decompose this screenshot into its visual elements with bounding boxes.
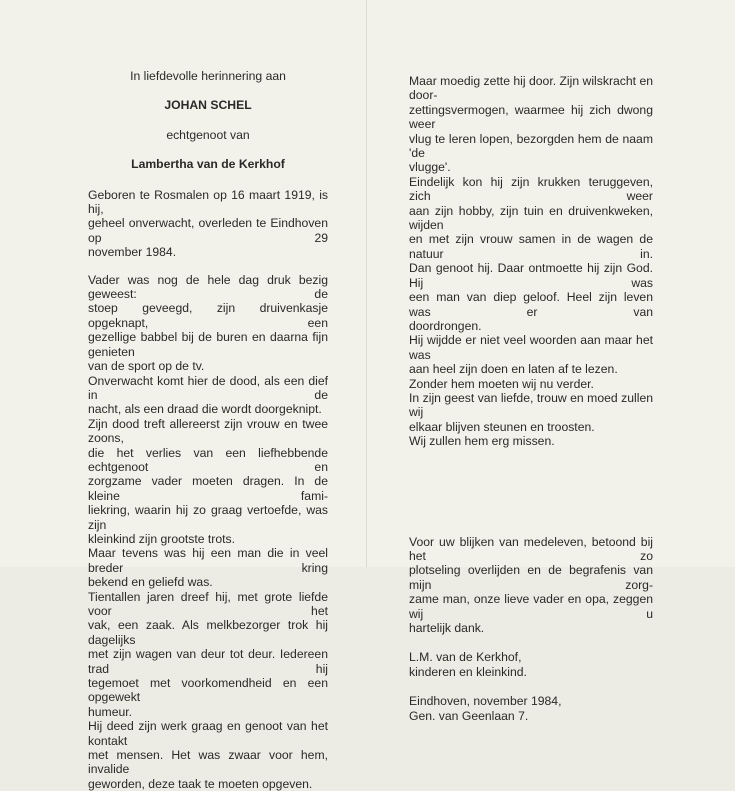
perseverance-paragraph	[409, 74, 653, 449]
address-line: Gen. van Geenlaan 7.	[409, 708, 529, 723]
text-line: met mensen. Het was zwaar voor hem, invalide	[88, 748, 328, 777]
text-line: Zijn dood treft allereerst zijn vrouw en twee zoons,	[88, 416, 328, 446]
text-line: Dan genoot hij. Daar ontmoette hij zijn God. Hij was	[409, 261, 653, 290]
text-line: geworden, deze taak te moeten opgeven.	[88, 776, 313, 791]
text-line: bekend en geliefd was.	[88, 575, 213, 590]
text-line: geheel onverwacht, overleden te Eindhoven op 29	[88, 216, 328, 245]
left-page	[88, 69, 328, 791]
deceased-name: JOHAN SCHEL	[164, 98, 252, 113]
text-line: plotseling overlijden en de begrafenis van mijn zorg-	[409, 563, 653, 592]
text-line: zorgzame vader moeten dragen. In de kleine fami-	[88, 474, 328, 503]
text-line: vlugge'.	[409, 160, 451, 175]
text-line: kleinkind zijn grootste trots.	[88, 531, 235, 546]
text-line: tegemoet met voorkomendheid en een opgewekt	[88, 676, 328, 705]
text-line: Maar moedig zette hij door. Zijn wilskracht en door-	[409, 74, 653, 103]
text-line: vlug te leren lopen, bezorgden hem de naam 'de	[409, 131, 653, 161]
text-line: stoep geveegd, zijn druivenkasje opgeknapt, een	[88, 301, 328, 330]
text-line: nacht, als een draad die wordt doorgeknipt.	[88, 402, 322, 417]
text-line: van de sport op de tv.	[88, 359, 205, 374]
text-line: aan zijn hobby, zijn tuin en druivenkweken, wijden	[409, 203, 653, 233]
text-line: humeur.	[88, 704, 133, 719]
card-fold	[366, 0, 367, 567]
text-line: vak, een zaak. Als melkbezorger trok hij dagelijks	[88, 618, 328, 647]
text-line: doordrongen.	[409, 318, 482, 333]
birth-death-paragraph	[88, 188, 328, 260]
text-line: Onverwacht komt hier de dood, als een dief in de	[88, 373, 328, 402]
text-line: Hij deed zijn werk graag en genoot van het kontakt	[88, 719, 328, 748]
address-line: Eindhoven, november 1984,	[409, 694, 562, 709]
text-line: Geboren te Rosmalen op 16 maart 1919, is hij,	[88, 187, 328, 217]
text-line: elkaar blijven steunen en troosten.	[409, 419, 595, 434]
text-line: zettingsvermogen, waarmee hij zich dwong weer	[409, 102, 653, 132]
text-line: hartelijk dank.	[409, 621, 485, 635]
text-line: Wij zullen hem erg missen.	[409, 434, 555, 449]
text-line: Voor uw blijken van medeleven, betoond bij het zo	[409, 534, 653, 563]
address-block	[409, 694, 653, 723]
text-line: liekring, waarin hij zo graag vertoefde, was zijn	[88, 503, 328, 532]
spouse-name: Lambertha van de Kerkhof	[131, 157, 285, 172]
text-line: Vader was nog de hele dag druk bezig geweest: de	[88, 272, 328, 302]
text-line: Maar tevens was hij een man die in veel breder kring	[88, 546, 328, 575]
text-line: Eindelijk kon hij zijn krukken teruggeven, zich weer	[409, 174, 653, 204]
signature-line: L.M. van de Kerkhof,	[409, 650, 522, 665]
relation-line: echtgenoot van	[166, 127, 250, 142]
text-line: Zonder hem moeten wij nu verder.	[409, 376, 594, 391]
text-line: gezellige babbel bij de buren en daarna fijn genieten	[88, 330, 328, 359]
text-line: en met zijn vrouw samen in de wagen de natuur in.	[409, 232, 653, 261]
text-line: die het verlies van een liefhebbende echtgenoot en	[88, 445, 328, 474]
text-line: november 1984.	[88, 245, 177, 260]
text-line: met zijn wagen van deur tot deur. Iedereen trad hij	[88, 647, 328, 676]
intro-line: In liefdevolle herinnering aan	[130, 69, 286, 83]
text-line: Tientallen jaren dreef hij, met grote liefde voor het	[88, 589, 328, 618]
text-line: aan heel zijn doen en laten af te lezen.	[409, 362, 618, 377]
text-line: Hij wijdde er niet veel woorden aan maar het was	[409, 333, 653, 362]
text-line: In zijn geest van liefde, trouw en moed zullen wij	[409, 390, 653, 420]
life-story-paragraph	[88, 273, 328, 791]
signature-block	[409, 650, 653, 679]
text-line: zame man, onze lieve vader en opa, zeggen wij u	[409, 592, 653, 621]
thanks-paragraph	[409, 535, 653, 636]
signature-line: kinderen en kleinkind.	[409, 664, 527, 679]
right-page	[409, 74, 653, 723]
text-line: een man van diep geloof. Heel zijn leven was er van	[409, 290, 653, 319]
